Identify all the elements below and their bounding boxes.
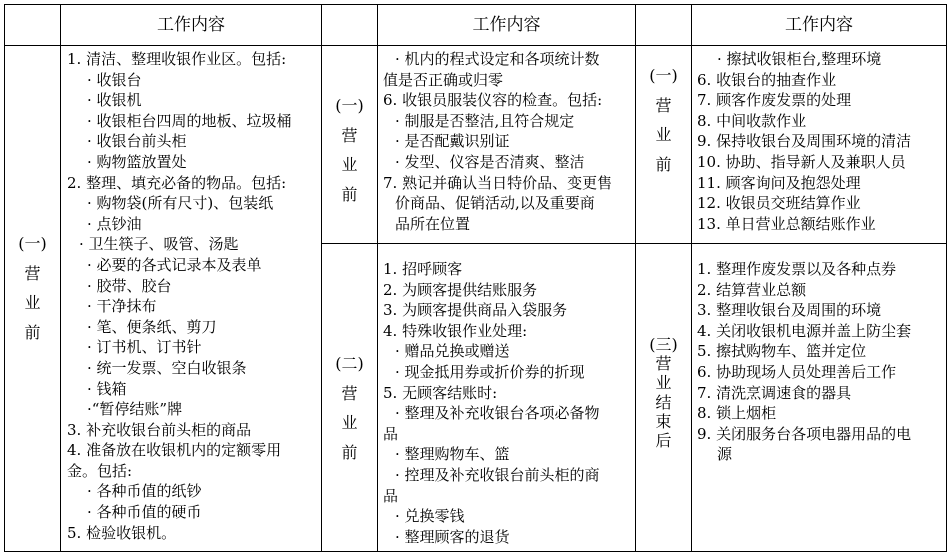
list-item: 7. 清洗烹调速食的器具 bbox=[697, 383, 852, 402]
list-item: · 卫生筷子、吸管、汤匙 bbox=[79, 235, 239, 254]
work-content-table bbox=[4, 4, 947, 552]
h-line-header bbox=[5, 45, 946, 46]
list-item: 2. 整理、填充必备的物品。包括: bbox=[67, 173, 287, 192]
label-right-bottom-3: 结 bbox=[655, 392, 672, 412]
list-item: 4. 准备放在收银机内的定额零用 bbox=[67, 441, 282, 460]
list-item: · 赠品兑换或赠送 bbox=[395, 342, 510, 361]
label-mid-top-0: (一) bbox=[335, 96, 364, 115]
list-item: · 擦拭收银柜台,整理环境 bbox=[717, 50, 882, 68]
label-right-top-2: 业 bbox=[655, 125, 672, 145]
label-right-top-0: (一) bbox=[649, 66, 678, 85]
label-right-bottom-1: 营 bbox=[655, 354, 672, 374]
label-left-0: (一) bbox=[18, 234, 47, 253]
list-item: 源 bbox=[717, 445, 733, 464]
label-mid-bottom bbox=[322, 353, 377, 463]
list-item: · 兑换零钱 bbox=[395, 507, 465, 526]
label-left-3: 前 bbox=[24, 322, 41, 342]
list-item: · 购物袋(所有尺寸)、包装纸 bbox=[87, 194, 274, 213]
list-item: 1. 招呼顾客 bbox=[383, 260, 463, 278]
list-item: · 机内的程式设定和各项统计数 bbox=[395, 50, 600, 68]
label-mid-bottom-0: (二) bbox=[335, 354, 364, 373]
list-item: 3. 补充收银台前头柜的商品 bbox=[67, 420, 252, 439]
label-right-top bbox=[636, 65, 691, 175]
label-right-top-1: 营 bbox=[655, 95, 672, 115]
list-item: · 胶带、胶台 bbox=[87, 276, 172, 295]
list-item: 10. 协助、指导新人及兼职人员 bbox=[697, 152, 906, 171]
label-left bbox=[5, 233, 60, 343]
list-item: · 整理及补充收银台各项必备物 bbox=[395, 404, 600, 423]
list-item: 6. 协助现场人员处理善后工作 bbox=[697, 362, 897, 381]
list-item: · 点钞油 bbox=[87, 214, 142, 233]
list-item: · 发型、仪容是否清爽、整洁 bbox=[395, 152, 585, 171]
list-item: 6. 收银员服装仪容的检查。包括: bbox=[383, 91, 603, 110]
v-line-5 bbox=[691, 5, 692, 551]
label-right-bottom-5: 后 bbox=[655, 430, 672, 450]
list-item: 9. 关闭服务台各项电器用品的电 bbox=[697, 424, 912, 443]
label-right-bottom-4: 束 bbox=[655, 411, 672, 431]
list-item: · 必要的各式记录本及表单 bbox=[87, 255, 262, 274]
list-item: · 现金抵用券或折价券的折现 bbox=[395, 362, 585, 381]
list-item: 7. 熟记并确认当日特价品、变更售 bbox=[383, 173, 613, 192]
list-item: 品 bbox=[383, 424, 399, 443]
list-item: 2. 结算营业总额 bbox=[697, 280, 807, 299]
label-mid-top bbox=[322, 95, 377, 205]
list-item: 1. 清洁、整理收银作业区。包括: bbox=[67, 50, 287, 68]
list-item: · 控理及补充收银台前头柜的商 bbox=[395, 465, 600, 484]
list-item: · 收银柜台四周的地板、垃圾桶 bbox=[87, 111, 292, 130]
list-item: · 钱箱 bbox=[87, 379, 127, 398]
label-right-top-3: 前 bbox=[655, 154, 672, 174]
header-col2: 工作内容 bbox=[472, 15, 541, 35]
list-item: 3. 为顾客提供商品入袋服务 bbox=[383, 301, 568, 320]
list-item: · 收银机 bbox=[87, 91, 142, 110]
list-item: · 制服是否整洁,且符合规定 bbox=[395, 111, 575, 130]
list-item: 8. 锁上烟柜 bbox=[697, 404, 777, 423]
v-line-2 bbox=[321, 5, 322, 551]
label-mid-bottom-2: 业 bbox=[341, 413, 358, 433]
list-item: · 各种币值的纸钞 bbox=[87, 482, 202, 501]
header-col1: 工作内容 bbox=[157, 15, 225, 35]
list-item: 5. 擦拭购物车、篮并定位 bbox=[697, 342, 867, 361]
list-item: ·“暂停结账”牌 bbox=[87, 400, 183, 419]
list-item: · 笔、便条纸、剪刀 bbox=[87, 317, 217, 336]
list-item: 13. 单日营业总额结账作业 bbox=[697, 214, 876, 233]
label-left-1: 营 bbox=[24, 263, 41, 283]
label-mid-top-1: 营 bbox=[341, 125, 358, 145]
list-item: 5. 无顾客结账时: bbox=[383, 383, 498, 402]
list-item: · 订书机、订书针 bbox=[87, 338, 202, 357]
label-mid-bottom-3: 前 bbox=[341, 442, 358, 462]
list-item: · 收银台前头柜 bbox=[87, 132, 187, 151]
list-item: 3. 整理收银台及周围的环境 bbox=[697, 301, 882, 320]
list-item: 5. 检验收银机。 bbox=[67, 523, 177, 542]
list-item: 4. 关闭收银机电源并盖上防尘套 bbox=[697, 321, 912, 340]
label-mid-top-3: 前 bbox=[341, 184, 358, 204]
list-item: 12. 收银员交班结算作业 bbox=[697, 194, 861, 213]
v-line-3 bbox=[377, 5, 378, 551]
list-item: 金。包括: bbox=[67, 461, 133, 480]
label-mid-top-2: 业 bbox=[341, 155, 358, 175]
list-item: 价商品、促销活动,以及重要商 bbox=[395, 194, 595, 213]
header-col3: 工作内容 bbox=[785, 15, 853, 35]
label-right-bottom-2: 业 bbox=[655, 373, 672, 393]
list-item: · 统一发票、空白收银条 bbox=[87, 358, 247, 377]
list-item: · 购物篮放置处 bbox=[87, 152, 187, 171]
label-left-2: 业 bbox=[24, 293, 41, 313]
v-line-1 bbox=[60, 5, 61, 551]
list-item: · 是否配戴识别证 bbox=[395, 132, 510, 151]
list-item: 1. 整理作废发票以及各种点券 bbox=[697, 260, 897, 278]
list-item: 2. 为顾客提供结账服务 bbox=[383, 280, 538, 299]
list-item: · 各种币值的硬币 bbox=[87, 503, 202, 522]
list-item: 品所在位置 bbox=[395, 214, 471, 233]
list-item: · 整理购物车、篮 bbox=[395, 445, 510, 464]
col2-bottom-content bbox=[383, 259, 633, 549]
list-item: 4. 特殊收银作业处理: bbox=[383, 321, 528, 340]
label-right-bottom bbox=[636, 335, 691, 450]
list-item: 品 bbox=[383, 486, 399, 505]
label-right-bottom-0: (三) bbox=[649, 335, 678, 354]
label-mid-bottom-1: 营 bbox=[341, 383, 358, 403]
col2-top-content bbox=[383, 49, 633, 241]
list-item: 11. 顾客询问及抱怨处理 bbox=[697, 173, 861, 192]
col3-bottom-content bbox=[697, 259, 945, 549]
list-item: 9. 保持收银台及周围环境的清洁 bbox=[697, 132, 912, 151]
list-item: 8. 中间收款作业 bbox=[697, 111, 807, 130]
h-line-mid bbox=[321, 243, 946, 244]
col3-top-content bbox=[697, 49, 945, 241]
list-item: · 收银台 bbox=[87, 70, 142, 89]
list-item: 值是否正确或归零 bbox=[383, 70, 504, 89]
list-item: 7. 顾客作废发票的处理 bbox=[697, 91, 852, 110]
list-item: · 整理顾客的退货 bbox=[395, 527, 510, 546]
col1-content bbox=[67, 49, 319, 549]
list-item: · 干净抹布 bbox=[87, 297, 157, 316]
list-item: 6. 收银台的抽查作业 bbox=[697, 70, 837, 89]
